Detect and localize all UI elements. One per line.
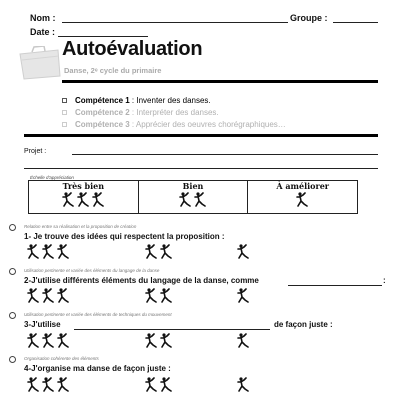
nom-field[interactable] bbox=[62, 22, 288, 23]
rating-option[interactable] bbox=[236, 377, 251, 395]
scale-icons bbox=[248, 192, 357, 210]
rating-option[interactable] bbox=[26, 377, 71, 395]
page-title: Autoévaluation bbox=[62, 38, 203, 60]
scale-cell-tres-bien bbox=[29, 181, 139, 213]
rating-option[interactable] bbox=[26, 333, 71, 351]
rating-option[interactable] bbox=[144, 333, 174, 351]
dancer-icon bbox=[27, 288, 40, 303]
logo-icon bbox=[18, 46, 62, 80]
criterion-3-suffix: de façon juste : bbox=[274, 320, 333, 329]
dancer-icon bbox=[237, 377, 250, 392]
dancer-icon bbox=[57, 377, 70, 392]
dancer-icon bbox=[237, 244, 250, 259]
rating-option[interactable] bbox=[26, 288, 71, 306]
dancer-icon bbox=[179, 192, 192, 207]
radio-circle-icon[interactable] bbox=[9, 224, 16, 231]
scale-label: Bien bbox=[182, 181, 204, 191]
scale-label: À améliorer bbox=[276, 181, 330, 191]
dancer-icon bbox=[160, 333, 173, 348]
page-subtitle: Danse, 2ᵉ cycle du primaire bbox=[64, 66, 162, 75]
dancer-icon bbox=[237, 333, 250, 348]
rating-option[interactable] bbox=[144, 288, 174, 306]
groupe-label: Groupe : bbox=[290, 13, 328, 23]
checkbox-icon[interactable] bbox=[62, 98, 67, 103]
dancer-icon bbox=[145, 288, 158, 303]
competence-3[interactable]: Compétence 3 : Apprécier des oeuvres chorégraphiques… bbox=[62, 120, 286, 129]
radio-circle-icon[interactable] bbox=[9, 356, 16, 363]
dancer-icon bbox=[92, 192, 105, 207]
projet-label: Projet : bbox=[24, 148, 47, 155]
dancer-icon bbox=[57, 333, 70, 348]
criterion-4-question: 4-J'organise ma danse de façon juste : bbox=[24, 364, 171, 373]
date-field[interactable] bbox=[58, 36, 148, 37]
checkbox-icon[interactable] bbox=[62, 122, 67, 127]
competence-1[interactable]: Compétence 1 : Inventer des danses. bbox=[62, 96, 211, 105]
dancer-icon bbox=[42, 377, 55, 392]
criterion-2-caption: Utilisation pertinente et variée des éléments du langage de la danse bbox=[24, 268, 160, 273]
nom-label: Nom : bbox=[30, 13, 56, 23]
scale-cell-bien bbox=[139, 181, 249, 213]
scale-cell-a-ameliorer bbox=[248, 181, 357, 213]
scale-icons bbox=[29, 192, 138, 210]
dancer-icon bbox=[160, 377, 173, 392]
projet-field[interactable] bbox=[72, 154, 378, 155]
dancer-icon bbox=[42, 244, 55, 259]
scale-table bbox=[28, 180, 358, 214]
dancer-icon bbox=[27, 244, 40, 259]
groupe-field[interactable] bbox=[333, 22, 378, 23]
rating-option[interactable] bbox=[236, 333, 251, 351]
criterion-2-blank[interactable] bbox=[288, 285, 382, 286]
dancer-icon bbox=[160, 288, 173, 303]
dancer-icon bbox=[194, 192, 207, 207]
scale-label: Très bien bbox=[62, 181, 105, 191]
dancer-icon bbox=[145, 377, 158, 392]
dancer-icon bbox=[145, 244, 158, 259]
rating-option[interactable] bbox=[236, 288, 251, 306]
criterion-2-question: 2-J'utilise différents éléments du langage de la danse, comme bbox=[24, 276, 259, 285]
competence-2[interactable]: Compétence 2 : Interpréter des danses. bbox=[62, 108, 219, 117]
competence-rule bbox=[24, 134, 378, 137]
scale-icons bbox=[139, 192, 248, 210]
rating-option[interactable] bbox=[144, 244, 174, 262]
dancer-icon bbox=[145, 333, 158, 348]
rating-option[interactable] bbox=[144, 377, 174, 395]
date-label: Date : bbox=[30, 27, 56, 37]
dancer-icon bbox=[237, 288, 250, 303]
dancer-icon bbox=[62, 192, 75, 207]
dancer-icon bbox=[160, 244, 173, 259]
dancer-icon bbox=[77, 192, 90, 207]
radio-circle-icon[interactable] bbox=[9, 268, 16, 275]
scale-caption: Échelle d'appréciation bbox=[30, 175, 74, 180]
dancer-icon bbox=[27, 333, 40, 348]
dancer-icon bbox=[42, 333, 55, 348]
dancer-icon bbox=[57, 244, 70, 259]
criterion-1-caption: Relation entre sa réalisation et la proposition de création bbox=[24, 224, 137, 229]
criterion-4-caption: Organisation cohérente des éléments bbox=[24, 356, 99, 361]
title-rule bbox=[62, 80, 378, 83]
dancer-icon bbox=[27, 377, 40, 392]
radio-circle-icon[interactable] bbox=[9, 312, 16, 319]
criterion-3-caption: Utilisation pertinente et variée des éléments de techniques du mouvement bbox=[24, 312, 172, 317]
criterion-1-question: 1- Je trouve des idées qui respectent la proposition : bbox=[24, 232, 225, 241]
projet-rule bbox=[24, 168, 378, 169]
dancer-icon bbox=[296, 192, 309, 207]
dancer-icon bbox=[42, 288, 55, 303]
rating-option[interactable] bbox=[236, 244, 251, 262]
checkbox-icon[interactable] bbox=[62, 110, 67, 115]
dancer-icon bbox=[57, 288, 70, 303]
criterion-3-question: 3-J'utilise bbox=[24, 320, 61, 329]
criterion-3-blank[interactable] bbox=[74, 329, 270, 330]
criterion-2-suffix: : bbox=[383, 276, 386, 285]
rating-option[interactable] bbox=[26, 244, 71, 262]
